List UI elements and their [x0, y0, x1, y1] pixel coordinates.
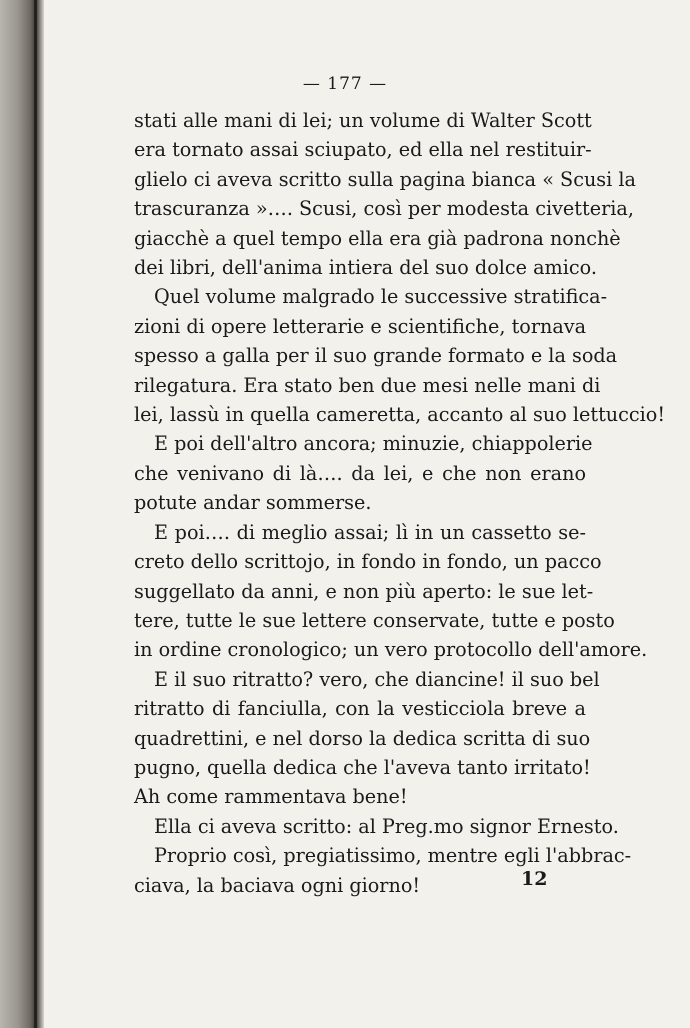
text-line: potute andar sommerse. — [134, 491, 372, 515]
page-number-header: — 177 — — [302, 74, 388, 94]
text-line: era tornato assai sciupato, ed ella nel restituir- — [134, 138, 592, 162]
text-line: trascuranza »…. Scusi, così per modesta civetteria, — [134, 197, 634, 221]
text-line: in ordine cronologico; un vero protocollo dell'amore. — [134, 638, 648, 662]
text-line: creto dello scrittojo, in fondo in fondo, un pacco — [134, 550, 602, 574]
text-line: giacchè a quel tempo ella era già padrona nonchè — [134, 226, 621, 250]
text-line: zioni di opere letterarie e scientifiche, tornava — [134, 314, 587, 338]
text-line: E poi…. di meglio assai; lì in un cassetto se- — [154, 520, 586, 544]
text-line: che venivano di là…. da lei, e che non erano — [134, 461, 586, 485]
text-line: rilegatura. Era stato ben due mesi nelle mani di — [134, 373, 601, 397]
text-line: pugno, quella dedica che l'aveva tanto irritato! — [134, 755, 591, 779]
text-line: E il suo ritratto? vero, che diancine! il suo bel — [154, 667, 600, 691]
text-line: Proprio così, pregiatissimo, mentre egli l'abbrac- — [154, 844, 632, 868]
text-line: stati alle mani di lei; un volume di Walter Scott — [134, 109, 592, 132]
text-line: tere, tutte le sue lettere conservate, tutte e posto — [134, 608, 615, 632]
text-line: suggellato da anni, e non più aperto: le sue let- — [134, 579, 594, 603]
text-line: Ella ci aveva scritto: al Preg.mo signor Ernesto. — [154, 814, 619, 838]
gutter-shadow-line — [34, 0, 37, 1028]
text-line: E poi dell'altro ancora; minuzie, chiappolerie — [154, 432, 593, 456]
text-line: spesso a galla per il suo grande formato e la soda — [134, 344, 618, 368]
text-line: Ah come rammentava bene! — [134, 785, 408, 809]
text-line: lei, lassù in quella cameretta, accanto al suo lettuccio! — [134, 403, 666, 427]
text-line: Quel volume malgrado le successive stratifica- — [154, 285, 608, 309]
text-line: quadrettini, e nel dorso la dedica scritta di suo — [134, 726, 591, 750]
signature-mark: 12 — [521, 868, 548, 890]
text-line: dei libri, dell'anima intiera del suo dolce amico. — [134, 256, 597, 280]
text-line: ritratto di fanciulla, con la vesticciola breve a — [134, 697, 586, 721]
book-gutter — [0, 0, 44, 1028]
body-text — [134, 106, 666, 900]
text-line: glielo ci aveva scritto sulla pagina bianca « Scusi la — [134, 167, 636, 191]
text-line: ciava, la baciava ogni giorno! — [134, 873, 421, 897]
